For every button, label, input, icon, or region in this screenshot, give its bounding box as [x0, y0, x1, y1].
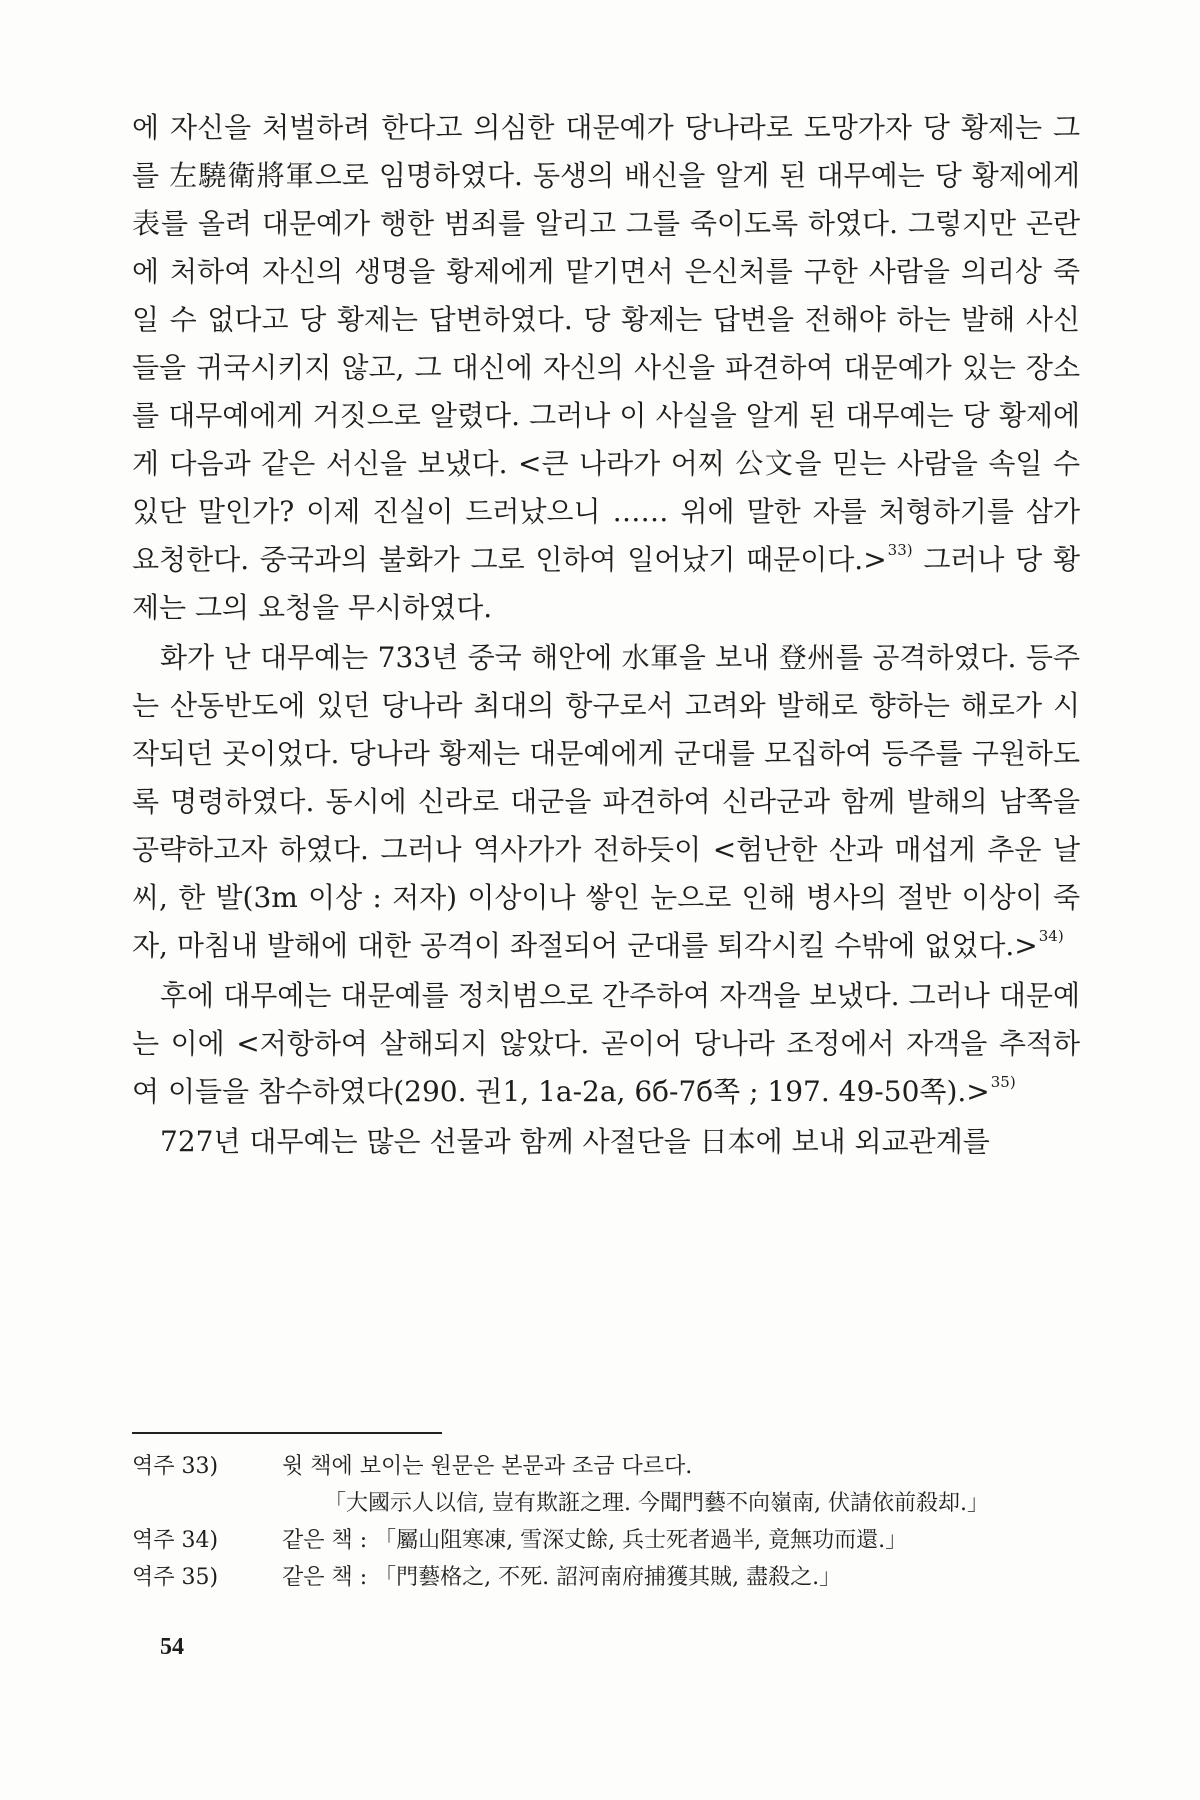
- paragraph-4-text: 727년 대무예는 많은 선물과 함께 사절단을 日本에 보내 외교관계를: [160, 1125, 990, 1158]
- footnote-ref-35[interactable]: 35): [990, 1073, 1016, 1091]
- footnote-34: [132, 1522, 1080, 1559]
- footnote-34-label: 역주 34): [132, 1528, 219, 1553]
- footnotes: [132, 1448, 1080, 1596]
- paragraph-4: [132, 1118, 1080, 1166]
- paragraph-3-text: 후에 대무예는 대문예를 정치범으로 간주하여 자객을 보냈다. 그러나 대문예는 이에 <저항하여 살해되지 않았다. 곧이어 당나라 조정에서 자객을 추적하여 이들을 참수하였다(290. 권1, 1a-2a, 6б-7б쪽 ; 197. 49-50쪽).>: [132, 979, 1080, 1108]
- footnote-ref-34[interactable]: 34): [1038, 927, 1064, 945]
- footnote-divider: [132, 1432, 442, 1434]
- body-text: [132, 104, 1080, 1166]
- page-number: 54: [160, 1634, 184, 1660]
- footnote-33-label: 역주 33): [132, 1454, 219, 1479]
- footnote-33-text: 윗 책에 보이는 원문은 본문과 조금 다르다.: [282, 1454, 693, 1479]
- paragraph-1: [132, 104, 1080, 632]
- footnote-34-text: 같은 책 : 「屬山阻寒凍, 雪深丈餘, 兵士死者過半, 竟無功而還.」: [282, 1528, 908, 1553]
- paragraph-2: [132, 634, 1080, 970]
- paragraph-1-text: 에 자신을 처벌하려 한다고 의심한 대문예가 당나라로 도망가자 당 황제는 그를 左驍衛將軍으로 임명하였다. 동생의 배신을 알게 된 대무예는 당 황제에게 表를 올려 대문예가 행한 범죄를 알리고 그를 죽이도록 하였다. 그렇지만 곤란에 처하여 자신의 생명을 황제에게 맡기면서 은신처를 구한 사람을 의리상 죽일 수 없다고 당 황제는 답변하였다. 당 황제는 답변을 전해야 하는 발해 사신들을 귀국시키지 않고, 그 대신에 자신의 사신을 파견하여 대문예가 있는 장소를 대무예에게 거짓으로 알렸다. 그러나 이 사실을 알게 된 대무예는 당 황제에게 다음과 같은 서신을 보냈다. <큰 나라가 어찌 公文을 믿는 사람을 속일 수 있단 말인가? 이제 진실이 드러났으니 …… 위에 말한 자를 처형하기를 삼가 요청한다. 중국과의 불화가 그로 인하여 일어났기 때문이다.>: [132, 111, 1080, 576]
- paragraph-2-text: 화가 난 대무예는 733년 중국 해안에 水軍을 보내 登州를 공격하였다. 등주는 산동반도에 있던 당나라 최대의 항구로서 고려와 발해로 향하는 해로가 시작되던 곳이었다. 당나라 황제는 대문예에게 군대를 모집하여 등주를 구원하도록 명령하였다. 동시에 신라로 대군을 파견하여 신라군과 함께 발해의 남쪽을 공략하고자 하였다. 그러나 역사가가 전하듯이 <험난한 산과 매섭게 추운 날씨, 한 발(3m 이상 : 저자) 이상이나 쌓인 눈으로 인해 병사의 절반 이상이 죽자, 마침내 발해에 대한 공격이 좌절되어 군대를 퇴각시킬 수밖에 없었다.>: [132, 641, 1080, 962]
- footnote-ref-33[interactable]: 33): [887, 541, 913, 559]
- paragraph-3: [132, 972, 1080, 1116]
- footnote-33: [132, 1448, 1080, 1485]
- footnote-33-quote: 「大國示人以信, 豈有欺誑之理. 今聞門藝不向嶺南, 伏請依前殺却.」: [324, 1491, 989, 1516]
- footnote-35-text: 같은 책 : 「門藝格之, 不死. 詔河南府捕獲其賊, 盡殺之.」: [282, 1565, 842, 1590]
- footnote-35-label: 역주 35): [132, 1565, 219, 1590]
- footnote-35: [132, 1559, 1080, 1596]
- paragraph-1-tail: 그러나 당 황제는 그의 요청을 무시하였다.: [132, 543, 1080, 624]
